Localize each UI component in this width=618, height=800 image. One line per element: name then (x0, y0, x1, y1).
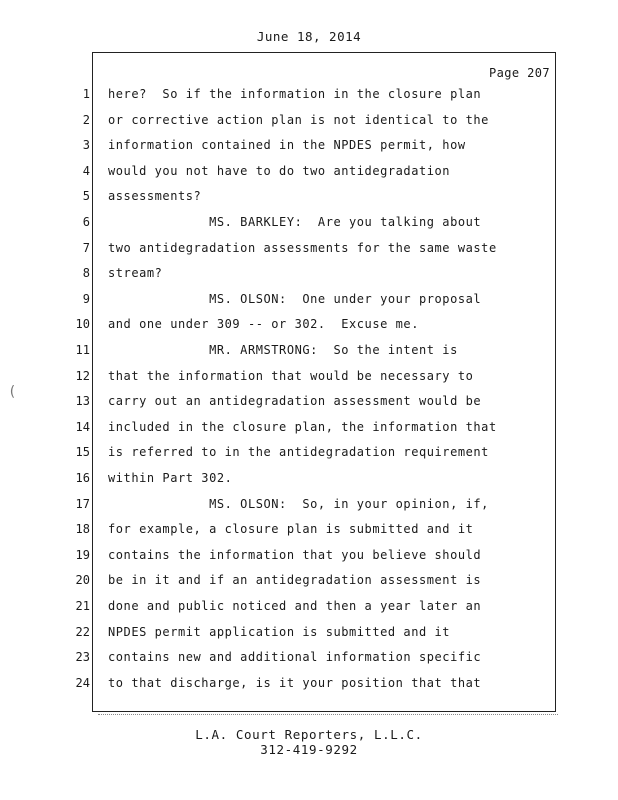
line-text: assessments? (108, 189, 202, 204)
transcript-line (60, 341, 550, 367)
line-text: done and public noticed and then a year later an (108, 599, 482, 613)
line-number: 10 (75, 317, 90, 332)
line-number: 1 (82, 87, 90, 101)
transcript-line (60, 520, 550, 546)
transcript-line (60, 495, 550, 521)
margin-bracket-mark: ( (8, 384, 17, 400)
line-number: 17 (75, 496, 90, 511)
line-text: within Part 302. (108, 471, 233, 485)
transcript-line (60, 290, 550, 316)
line-number: 9 (82, 291, 90, 306)
line-number: 7 (82, 240, 90, 255)
header-date: June 18, 2014 (256, 29, 362, 44)
line-number: 8 (82, 266, 90, 281)
transcript-line (60, 623, 550, 649)
line-number: 2 (82, 112, 90, 127)
line-text: MS. OLSON: So, in your opinion, if, (108, 496, 489, 511)
line-text: and one under 309 -- or 302. Excuse me. (108, 317, 419, 332)
line-text: included in the closure plan, the information that (108, 419, 497, 434)
line-number: 20 (75, 573, 90, 588)
line-text: two antidegradation assessments for the same waste (108, 240, 497, 255)
line-text: or corrective action plan is not identical to the (108, 112, 489, 127)
line-text: NPDES permit application is submitted and it (108, 624, 451, 639)
transcript-line (60, 597, 550, 623)
line-number: 15 (75, 445, 90, 460)
line-text: stream? (108, 266, 163, 281)
line-text: that the information that would be necessary to (108, 368, 474, 383)
transcript-line (60, 443, 550, 469)
transcript-line (60, 418, 550, 444)
line-number: 11 (75, 343, 90, 357)
transcript-line (60, 136, 550, 162)
line-text: MS. OLSON: One under your proposal (108, 291, 482, 306)
line-number: 6 (82, 215, 90, 229)
line-text: be in it and if an antidegradation assessment is (108, 573, 482, 588)
transcript-line (60, 213, 550, 239)
transcript-line (60, 571, 550, 597)
line-text: carry out an antidegradation assessment would be (108, 394, 482, 409)
transcript-line (60, 469, 550, 495)
transcript-line (60, 85, 550, 111)
line-text: MR. ARMSTRONG: So the intent is (108, 343, 458, 357)
line-number: 4 (82, 163, 90, 178)
line-number: 21 (75, 599, 90, 613)
transcript-line (60, 315, 550, 341)
transcript-line (60, 546, 550, 572)
line-text: contains new and additional information specific (108, 650, 482, 665)
transcript-line (60, 648, 550, 674)
line-number: 14 (75, 419, 90, 434)
line-text: is referred to in the antidegradation requirement (108, 445, 489, 460)
line-number: 24 (75, 675, 90, 690)
footer-phone: 312-419-9292 (260, 742, 358, 757)
transcript-line (60, 111, 550, 137)
transcript-line (60, 239, 550, 265)
transcript-line (60, 264, 550, 290)
line-number: 12 (75, 368, 90, 383)
transcript-line (60, 187, 550, 213)
footer-company: L.A. Court Reporters, L.L.C. (195, 727, 423, 742)
transcript-line (60, 674, 550, 700)
line-text: here? So if the information in the closure plan (108, 87, 482, 101)
line-number: 13 (75, 394, 90, 409)
line-text: would you not have to do two antidegradation (108, 163, 451, 178)
line-number: 18 (75, 522, 90, 537)
line-number: 5 (82, 189, 90, 204)
bottom-divider (98, 714, 558, 715)
line-text: contains the information that you believe should (108, 547, 482, 562)
line-text: MS. BARKLEY: Are you talking about (108, 215, 482, 229)
line-number: 3 (82, 138, 90, 153)
line-text: for example, a closure plan is submitted and it (108, 522, 474, 537)
line-text: information contained in the NPDES permit, how (108, 138, 466, 153)
transcript-line (60, 367, 550, 393)
line-number: 16 (75, 471, 90, 485)
line-text: to that discharge, is it your position that that (108, 675, 482, 690)
transcript-line (60, 162, 550, 188)
line-number: 23 (75, 650, 90, 665)
line-number: 19 (75, 547, 90, 562)
transcript-line (60, 392, 550, 418)
page-number-label: Page 207 (489, 66, 550, 80)
line-number: 22 (75, 624, 90, 639)
